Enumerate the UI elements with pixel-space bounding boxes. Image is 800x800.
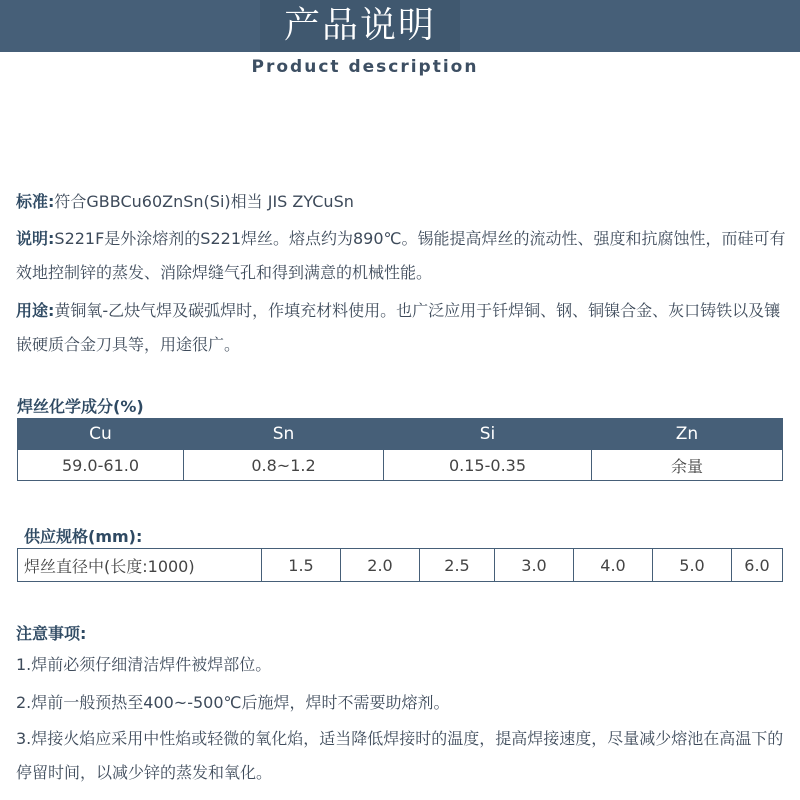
composition-header-cell: Sn bbox=[184, 419, 384, 450]
spec-size-cell: 1.5 bbox=[262, 549, 341, 582]
composition-title: 焊丝化学成分(%) bbox=[17, 397, 144, 416]
description-label: 说明: bbox=[16, 229, 55, 248]
notes-title: 注意事项: bbox=[16, 624, 87, 643]
spec-size-cell: 5.0 bbox=[653, 549, 732, 582]
description-paragraph bbox=[16, 222, 792, 290]
composition-header-cell: Si bbox=[384, 419, 592, 450]
spec-row-label: 焊丝直径中(长度:1000) bbox=[18, 549, 262, 582]
spec-size-cell: 2.0 bbox=[341, 549, 420, 582]
composition-value-cell: 余量 bbox=[592, 450, 783, 481]
usage-text: 黄铜氧-乙炔气焊及碳弧焊时，作填充材料使用。也广泛应用于钎焊铜、钢、铜镍合金、灰口铸铁以及镶嵌硬质合金刀具等，用途很广。 bbox=[16, 301, 781, 354]
note-item: 2.焊前一般预热至400~-500℃后施焊，焊时不需要助熔剂。 bbox=[16, 693, 450, 712]
composition-header-cell: Zn bbox=[592, 419, 783, 450]
composition-header-row bbox=[18, 419, 783, 450]
standard-line bbox=[16, 185, 792, 219]
composition-value-row bbox=[18, 450, 783, 481]
page-subtitle: Product description bbox=[251, 57, 479, 77]
spec-title: 供应规格(mm): bbox=[24, 527, 143, 546]
description-text: S221F是外涂熔剂的S221焊丝。熔点约为890℃。锡能提高焊丝的流动性、强度和抗腐蚀性，而硅可有效地控制锌的蒸发、消除焊缝气孔和得到满意的机械性能。 bbox=[16, 229, 786, 282]
spec-table bbox=[17, 548, 783, 582]
composition-value-cell: 59.0-61.0 bbox=[18, 450, 184, 481]
composition-value-cell: 0.8~1.2 bbox=[184, 450, 384, 481]
composition-value-cell: 0.15-0.35 bbox=[384, 450, 592, 481]
usage-label: 用途: bbox=[16, 301, 55, 320]
note-item: 3.焊接火焰应采用中性焰或轻微的氧化焰，适当降低焊接时的温度，提高焊接速度，尽量减少熔池在高温下的停留时间，以减少锌的蒸发和氧化。 bbox=[16, 729, 784, 782]
spec-size-cell: 3.0 bbox=[495, 549, 574, 582]
standard-label: 标准: bbox=[16, 192, 55, 211]
usage-paragraph bbox=[16, 294, 792, 362]
spec-size-cell: 6.0 bbox=[732, 549, 783, 582]
page-title: 产品说明 bbox=[260, 0, 460, 52]
note-item: 1.焊前必须仔细清洁焊件被焊部位。 bbox=[16, 655, 272, 674]
composition-header-cell: Cu bbox=[18, 419, 184, 450]
standard-text: 符合GBBCu60ZnSn(Si)相当 JIS ZYCuSn bbox=[54, 192, 354, 211]
spec-size-cell: 4.0 bbox=[574, 549, 653, 582]
spec-size-cell: 2.5 bbox=[420, 549, 495, 582]
composition-table bbox=[17, 418, 783, 481]
spec-row bbox=[18, 549, 783, 582]
